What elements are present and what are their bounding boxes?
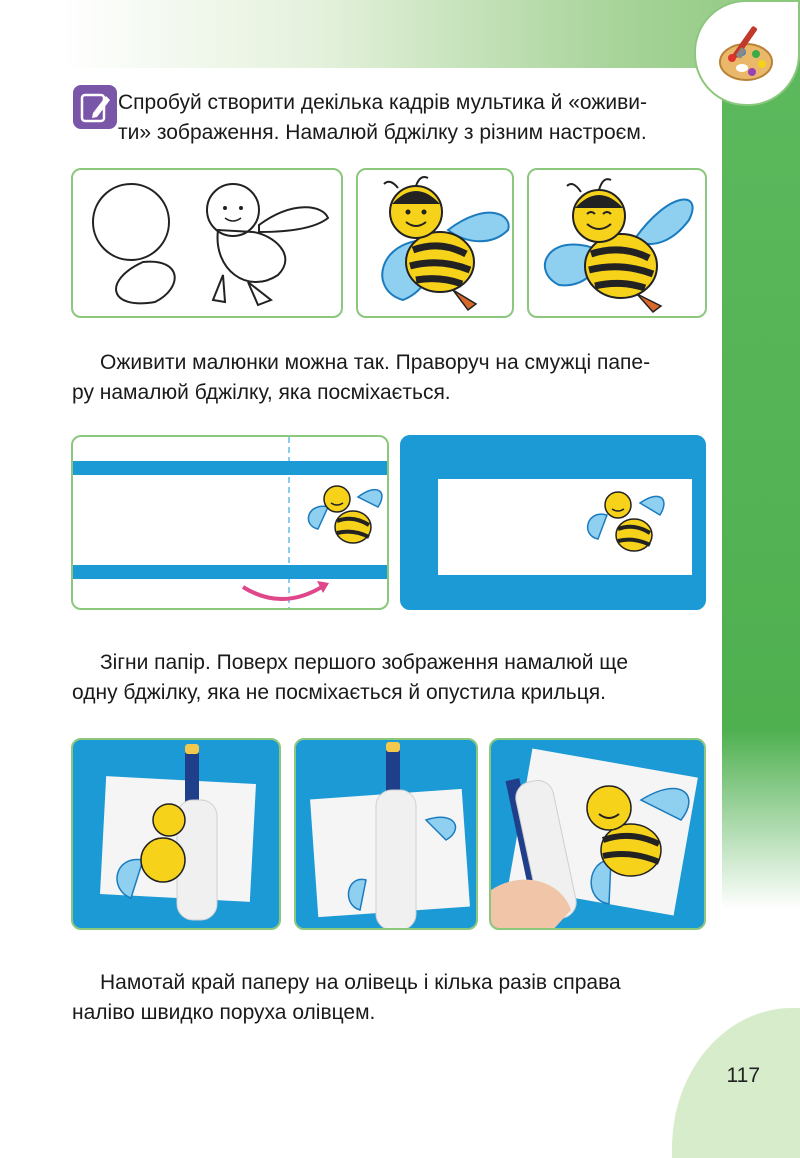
instruction-line-2: ти» зображення. Намалюй бджілку з різним настроєм. xyxy=(118,121,647,144)
pencil-photo-1 xyxy=(73,740,281,930)
paper-strip-drawing xyxy=(73,437,389,610)
step1-line-2: ру намалюй бджілку, яка посміхається. xyxy=(72,381,451,404)
pencil-icon xyxy=(73,85,117,129)
pencil-photo-1-panel xyxy=(71,738,281,930)
pencil-photo-3-panel xyxy=(489,738,706,930)
side-accent-band xyxy=(722,60,800,730)
step3-line-2: наліво швидко поруха олівцем. xyxy=(72,1001,376,1024)
side-accent-band-fade xyxy=(722,730,800,910)
pencil-photo-3 xyxy=(491,740,706,930)
instruction-line-1: Спробуй створити декілька кадрів мультика й «оживи- xyxy=(118,91,648,114)
frame-bee-happy-panel xyxy=(356,168,514,318)
bee-drawing xyxy=(529,170,707,318)
pencil-photo-2-panel xyxy=(294,738,478,930)
folded-paper-panel xyxy=(400,435,706,610)
frame-sketch-panel xyxy=(71,168,343,318)
bee-sketch-drawing xyxy=(73,170,343,318)
step3-line-1: Намотай край паперу на олівець і кілька разів справа xyxy=(100,971,621,994)
page-number: 117 xyxy=(726,1064,760,1087)
top-header-band xyxy=(60,0,800,68)
bee-drawing xyxy=(358,170,514,318)
step2-line-1: Зігни папір. Поверх першого зображення намалюй ще xyxy=(100,651,628,674)
paper-strip-panel xyxy=(71,435,389,610)
palette-icon xyxy=(712,18,782,88)
step1-line-1: Оживити малюнки можна так. Праворуч на смужці папе- xyxy=(100,351,651,374)
frame-bee-wings-up-panel xyxy=(527,168,707,318)
step2-line-2: одну бджілку, яка не посміхається й опустила крильця. xyxy=(72,681,606,704)
pencil-photo-2 xyxy=(296,740,478,930)
folded-paper-drawing xyxy=(402,437,706,610)
